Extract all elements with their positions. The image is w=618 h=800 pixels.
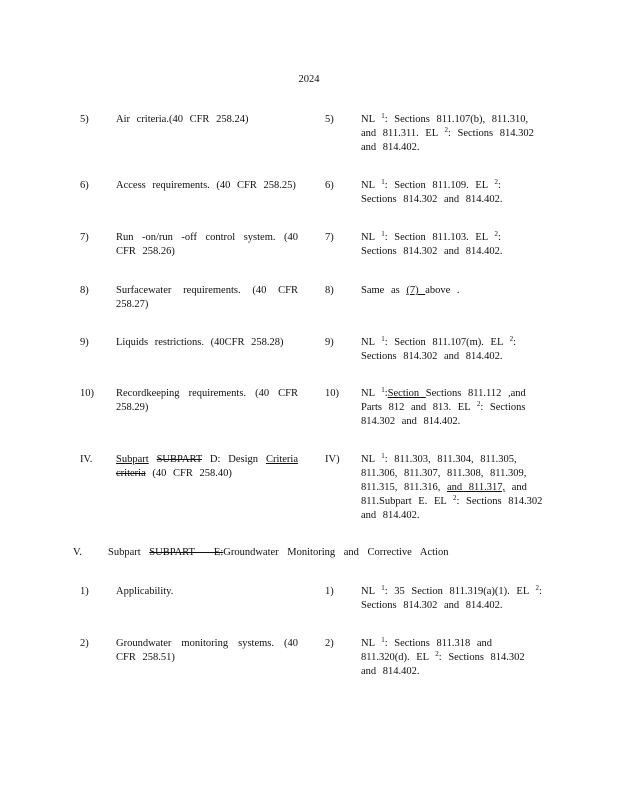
state-rule-reference: [361, 453, 543, 523]
text-run: NL: [361, 180, 382, 191]
text-run: Sections 811.112 ,and Parts 812 and 813. EL: [361, 388, 526, 413]
text-run: [149, 454, 157, 465]
text-run: Same as: [361, 285, 407, 296]
text-run: 2: [535, 584, 539, 592]
federal-requirement: Recordkeeping requirements. (40 CFR 258.29): [116, 388, 298, 413]
federal-requirement: Surfacewater requirements. (40 CFR 258.27): [116, 285, 298, 310]
federal-item-number: 6): [80, 180, 89, 191]
state-item-number: 9): [325, 337, 334, 348]
text-run: : 35 Section 811.319(a)(1). EL: [384, 586, 536, 597]
federal-item-number: 2): [80, 638, 89, 649]
state-rule-reference: [361, 637, 543, 679]
text-run: : Sections 814.302 and 814.402.: [361, 652, 525, 677]
state-item-number: IV): [325, 454, 340, 465]
text-run: 1: [381, 335, 385, 343]
federal-item-number: 7): [80, 232, 89, 243]
federal-item-number: 5): [80, 114, 89, 125]
text-run: 1: [381, 112, 385, 120]
state-rule-reference: [361, 231, 543, 259]
federal-requirement: Access requirements. (40 CFR 258.25): [116, 180, 296, 191]
federal-requirement: Run -on/run -off control system. (40 CFR 258.26): [116, 232, 298, 257]
text-run: Groundwater Monitoring and Corrective Action: [223, 547, 449, 558]
text-run: NL: [361, 114, 382, 125]
state-rule-reference: [361, 179, 543, 207]
text-run: SUBPART: [156, 454, 203, 465]
text-run: : Sections 814.302 and 814.402.: [361, 586, 542, 611]
text-run: : Sections 814.302 and 814.402.: [361, 180, 503, 205]
text-run: : Sections 814.302 and 814.402.: [361, 128, 534, 153]
federal-requirement: Applicability.: [116, 586, 174, 597]
text-run: NL: [361, 454, 382, 465]
text-run: Subpart: [108, 547, 150, 558]
text-run: —E:: [203, 547, 224, 558]
text-run: NL: [361, 586, 382, 597]
text-run: Criteria: [265, 454, 299, 465]
state-item-number: 8): [325, 285, 334, 296]
federal-requirement: Liquids restrictions. (40CFR 258.28): [116, 337, 284, 348]
text-run: D: Design: [202, 454, 266, 465]
text-run: :: [384, 388, 388, 399]
text-run: 2: [509, 335, 514, 343]
federal-item-number: 9): [80, 337, 89, 348]
text-run: : 811.303, 811.304, 811.305, 811.306, 811.307, 811.308, 811.309, 811.315, 811.316,: [361, 454, 527, 493]
text-run: and 811.317,: [446, 482, 506, 493]
text-run: Subpart: [116, 454, 149, 465]
text-run: 1: [381, 584, 385, 592]
text-run: 2: [435, 650, 439, 658]
state-item-number: 6): [325, 180, 334, 191]
text-run: 1: [381, 178, 385, 186]
text-run: : Section 811.103. EL: [384, 232, 495, 243]
federal-requirement: Air criteria.(40 CFR 258.24): [116, 114, 249, 125]
text-run: : Section 811.107(m). EL: [384, 337, 510, 348]
section-v-title: [108, 546, 448, 560]
text-run: : Sections 814.302 and 814.402.: [361, 496, 543, 521]
text-run: : Sections 811.318 and 811.320(d). EL: [361, 638, 493, 663]
text-run: (40 CFR 258.40): [145, 468, 232, 479]
text-run: 1: [381, 386, 385, 394]
federal-requirement: [116, 453, 298, 481]
state-item-number: 10): [325, 388, 339, 399]
state-rule-reference: [361, 113, 543, 155]
text-run: 1: [381, 636, 385, 644]
text-run: 2: [453, 494, 457, 502]
state-rule-reference: [361, 387, 543, 429]
text-run: NL: [361, 337, 382, 348]
text-run: : Sections 814.302 and 814.402.: [361, 232, 503, 257]
text-run: : Sections 811.107(b), 811.310, and 811.311. EL: [361, 114, 529, 139]
text-run: : Sections 814.302 and 814.402.: [361, 337, 517, 362]
text-run: Section: [387, 388, 426, 399]
state-rule-reference: [361, 336, 543, 364]
federal-item-number: 10): [80, 388, 94, 399]
state-rule-reference: [361, 284, 543, 298]
text-run: and 811.Subpart E. EL: [361, 482, 527, 507]
text-run: 2: [494, 230, 498, 238]
text-run: NL: [361, 638, 382, 649]
text-run: (7): [406, 285, 426, 296]
text-run: : Section 811.109. EL: [384, 180, 495, 191]
text-run: 2: [494, 178, 498, 186]
text-run: criteria: [116, 468, 146, 479]
federal-item-number: 8): [80, 285, 89, 296]
section-v-number: V.: [73, 547, 82, 558]
federal-item-number: 1): [80, 586, 89, 597]
page-number: 2024: [298, 74, 320, 85]
state-item-number: 5): [325, 114, 334, 125]
text-run: NL: [361, 388, 382, 399]
text-run: 1: [381, 230, 385, 238]
state-rule-reference: [361, 585, 543, 613]
text-run: above .: [425, 285, 460, 296]
text-run: NL: [361, 232, 382, 243]
text-run: 2: [476, 400, 481, 408]
state-item-number: 1): [325, 586, 334, 597]
state-item-number: 7): [325, 232, 334, 243]
text-run: 2: [444, 126, 448, 134]
text-run: 1: [381, 452, 385, 460]
text-run: : Sections 814.302 and 814.402.: [361, 402, 526, 427]
text-run: SUBPART: [149, 547, 204, 558]
federal-item-number: IV.: [80, 454, 93, 465]
federal-requirement: Groundwater monitoring systems. (40 CFR 258.51): [116, 638, 298, 663]
state-item-number: 2): [325, 638, 334, 649]
